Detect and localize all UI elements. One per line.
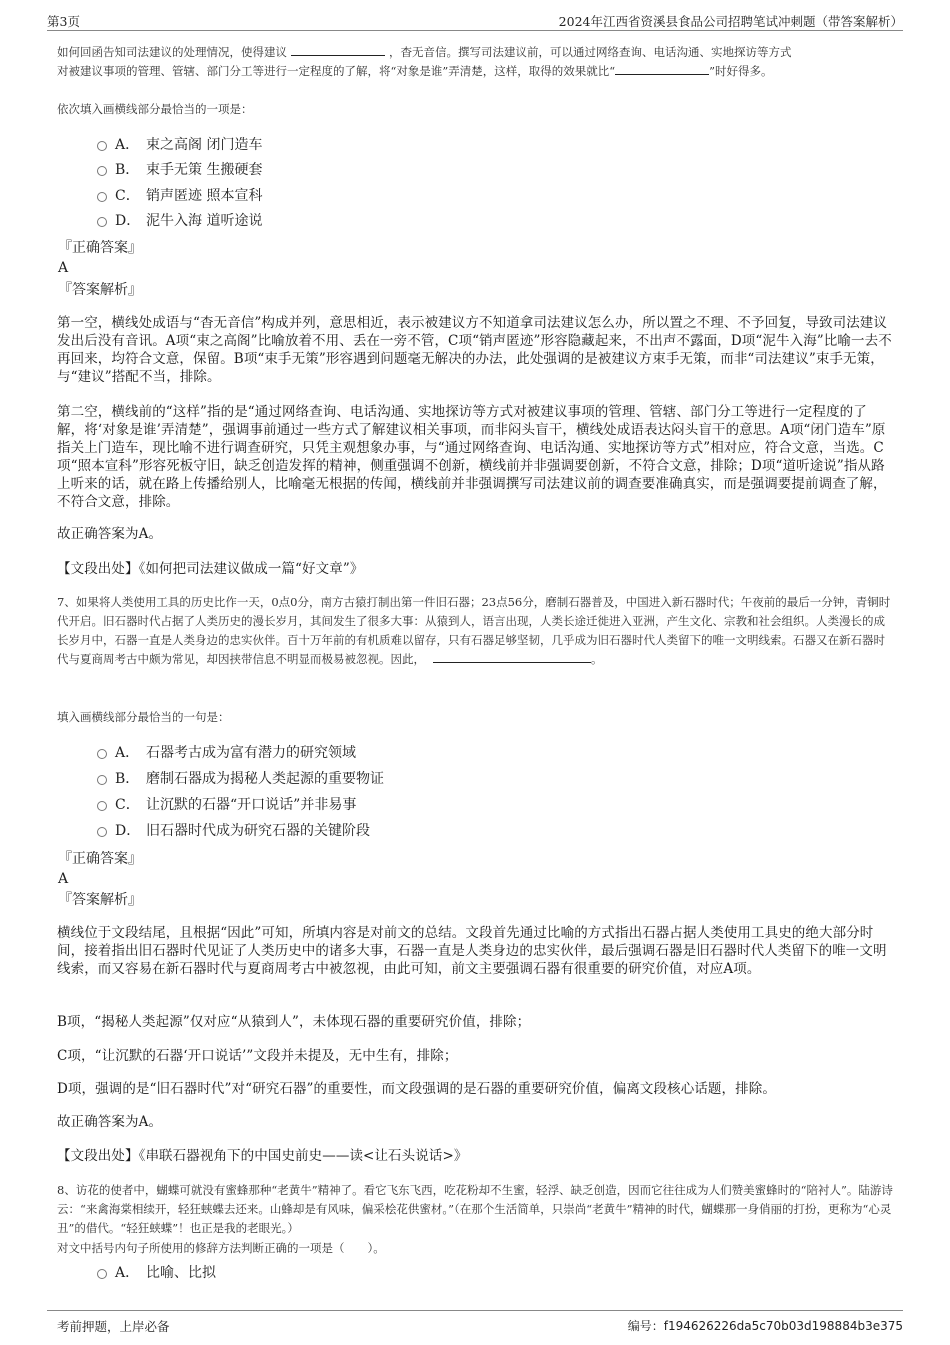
- q7-prompt: 填入画横线部分最恰当的一句是：: [57, 710, 230, 724]
- q6-analysis-p1: 第一空，横线处成语与“杳无音信”构成并列，意思相近，表示被建议方不知道拿司法建议怎么办，所以置之不理、不予回复，导致司法建议发出后没有音讯。A项“束之高阁”比喻放着不用、丢在一旁不管，C项“销声匿迹”形容隐藏起来，不出声不露面，D项“泥牛入海”比喻一去不再回来，均符合文意，保留。B项“束手无策”形容遇到问题毫无解决的办法，此处强调的是被建议方束手无策，而非“司法建议”束手无策，与“建议”搭配不当，排除。: [57, 315, 892, 385]
- q6-analysis-p2: 第二空，横线前的“这样”指的是“通过网络查询、电话沟通、实地探访等方式对被建议事项的管理、管辖、部门分工等进行一定程度的了解，将‘对象是谁’弄清楚”，强调事前通过一些方式了解建议相关事项，而非闷头盲干，横线处成语表达闷头盲干的意思。A项“闭门造车”原指关上门造车，现比喻不进行调查研究，只凭主观想象办事，与“通过网络查询、电话沟通、实地探访等方式”相对应，符合文意，当选。C项“照本宣科”形容死板守旧，缺乏创造发挥的精神，侧重强调不创新，横线前并非强调要创新，不符合文意，排除；D项“道听途说”指从路上听来的话，就在路上传播给别人，比喻毫无根据的传闻，横线前并非强调撰写司法建议前的调查要准确真实，而是强调要提前调查了解，不符合文意，排除。: [57, 404, 887, 510]
- q7-option-c[interactable]: C． 让沉默的石器“开口说话”并非易事: [97, 795, 356, 815]
- q7-option-d[interactable]: D． 旧石器时代成为研究石器的关键阶段: [97, 821, 370, 841]
- q6-option-d[interactable]: D． 泥牛入海 道听途说: [97, 211, 262, 231]
- radio-icon[interactable]: [97, 217, 107, 227]
- blank-line: [433, 650, 591, 663]
- q7-answer-label: 『正确答案』: [58, 851, 142, 867]
- q7-option-b[interactable]: B． 磨制石器成为揭秘人类起源的重要物证: [97, 769, 384, 789]
- radio-icon[interactable]: [97, 166, 107, 176]
- q6-answer-label: 『正确答案』: [58, 240, 142, 256]
- q8-option-a[interactable]: A． 比喻、比拟: [97, 1263, 216, 1283]
- q7-source: 【文段出处】《串联石器视角下的中国史前史——读<让石头说话>》: [57, 1148, 468, 1164]
- q7-analysis-d: D项，强调的是“旧石器时代”对“研究石器”的重要性，而文段强调的是石器的重要研究价值，偏离文段核心话题，排除。: [57, 1081, 776, 1097]
- blank-line: [291, 43, 385, 56]
- radio-icon[interactable]: [97, 749, 107, 759]
- q7-stem: 7、如果将人类使用工具的历史比作一天，0点0分，南方古猿打制出第一件旧石器；23点56分，磨制石器普及，中国进入新石器时代；午夜前的最后一分钟，青铜时代开启。旧石器时代占据了人类历史的漫长岁月，其间发生了很多大事：从猿到人，语言出现，人类长途迁徙进入亚洲，产生文化、宗教和社会组织。人类漫长的成长岁月中，石器一直是人类身边的忠实伙伴。百十万年前的有机质难以留存，只有石器足够坚韧，几乎成为旧石器时代人类留下的唯一文明线索。石器又在新石器时代与夏商周考古中颇为常见，却因挟带信息不明显而极易被忽视。因此， 。: [57, 595, 891, 666]
- q8-prompt: 对文中括号内句子所使用的修辞方法判断正确的一项是（ ）。: [57, 1241, 385, 1255]
- q7-conclusion: 故正确答案为A。: [57, 1114, 163, 1130]
- q6-analysis-label: 『答案解析』: [58, 282, 142, 298]
- radio-icon[interactable]: [97, 827, 107, 837]
- radio-icon[interactable]: [97, 141, 107, 151]
- radio-icon[interactable]: [97, 775, 107, 785]
- document-title: 2024年江西省资溪县食品公司招聘笔试冲刺题（带答案解析）: [558, 14, 903, 29]
- q7-answer: A: [58, 871, 69, 887]
- document-code: 编号：f194626226da5c70b03d198884b3e375: [627, 1319, 903, 1333]
- q7-analysis-b: B项，“揭秘人类起源”仅对应“从猿到人”，未体现石器的重要研究价值，排除；: [57, 1014, 531, 1030]
- q7-analysis-p1: 横线位于文段结尾，且根据“因此”可知，所填内容是对前文的总结。文段首先通过比喻的方式指出石器占据人类使用工具史的绝大部分时间，接着指出旧石器时代见证了人类历史中的诸多大事，石器一直是人类身边的忠实伙伴，最后强调石器是旧石器时代人类留下的唯一文明线索，而又容易在新石器时代与夏商周考古中被忽视，由此可知，前文主要强调石器有很重要的研究价值，对应A项。: [57, 925, 887, 977]
- blank-line: [615, 62, 709, 75]
- radio-icon[interactable]: [97, 801, 107, 811]
- q6-conclusion: 故正确答案为A。: [57, 526, 163, 542]
- q6-answer: A: [58, 260, 69, 276]
- q7-option-a[interactable]: A． 石器考古成为富有潜力的研究领域: [97, 743, 356, 763]
- q7-analysis-c: C项，“让沉默的石器‘开口说话’”文段并未提及，无中生有，排除；: [57, 1048, 458, 1064]
- q8-stem: 8、访花的使者中，蝴蝶可就没有蜜蜂那种“老黄牛”精神了。看它飞东飞西，吃花粉却不生蜜，轻浮、缺乏创造，因而它往往成为人们赞美蜜蜂时的“陪衬人”。陆游诗云：“来禽海棠相续开，轻狂蛱蝶去还来。山蜂却是有风味，偏采桧花供蜜材。”（在那个生活简单，只崇尚“老黄牛”精神的时代，蝴蝶那一身俏丽的打扮，更称为“心灵丑”的借代。“轻狂蛱蝶”！也正是我的老眼光。）: [57, 1183, 893, 1235]
- radio-icon[interactable]: [97, 1269, 107, 1279]
- page-footer: [47, 1310, 903, 1333]
- q6-stem: 如何回函告知司法建议的处理情况，使得建议 ，杳无音信。撰写司法建议前，可以通过网络查询、电话沟通、实地探访等方式 对被建议事项的管理、管辖、部门分工等进行一定程度的了解，将“对象是谁”弄清楚，这样，取得的效果就比“ ”时好得多。: [57, 45, 792, 78]
- footer-slogan: 考前押题，上岸必备: [57, 1319, 170, 1334]
- q6-prompt: 依次填入画横线部分最恰当的一项是：: [57, 102, 253, 116]
- q7-analysis-label: 『答案解析』: [58, 892, 142, 908]
- q6-option-c[interactable]: C． 销声匿迹 照本宣科: [97, 186, 262, 206]
- q6-option-a[interactable]: A． 束之高阁 闭门造车: [97, 135, 262, 155]
- page-number: 第3页: [47, 14, 80, 29]
- q6-source: 【文段出处】《如何把司法建议做成一篇“好文章”》: [57, 561, 364, 577]
- q6-option-b[interactable]: B． 束手无策 生搬硬套: [97, 160, 262, 180]
- radio-icon[interactable]: [97, 192, 107, 202]
- page-header: [47, 10, 903, 31]
